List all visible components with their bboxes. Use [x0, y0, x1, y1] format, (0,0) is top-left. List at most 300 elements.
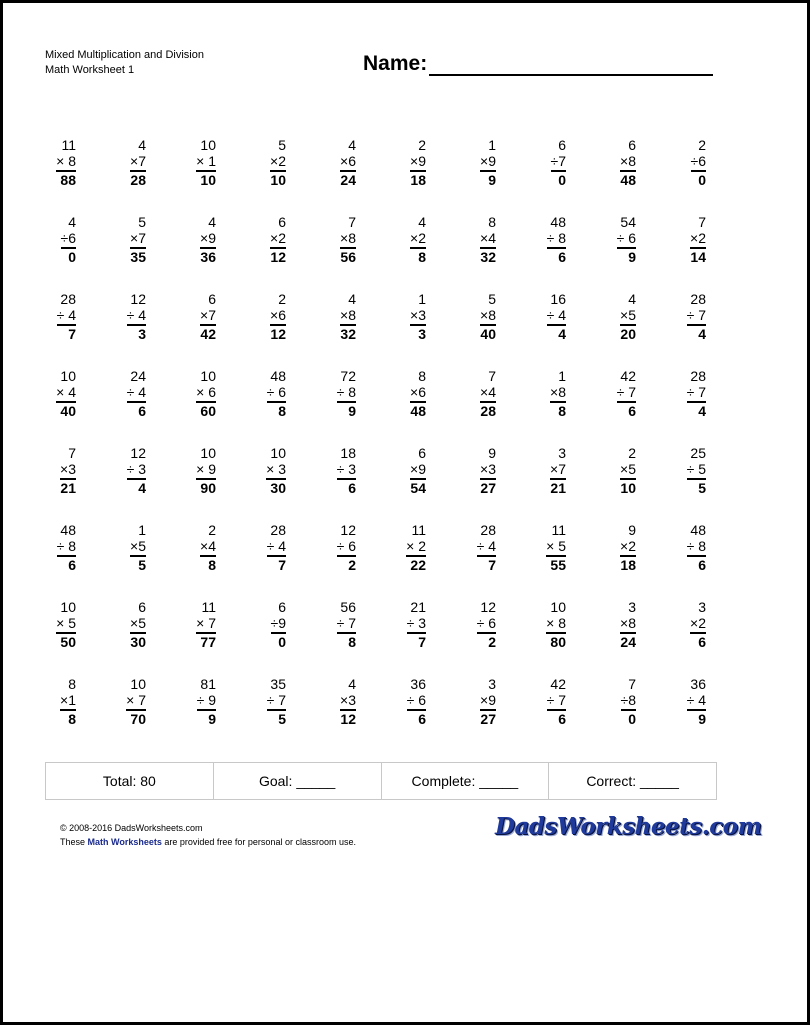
- problem-top-number: 5: [278, 137, 286, 153]
- problem-operator-line: × 8: [56, 153, 76, 172]
- problem-operator-line: ×4: [480, 384, 496, 403]
- problem-stack: [340, 676, 356, 728]
- problem: [316, 137, 386, 214]
- problem-answer: 4: [698, 403, 706, 419]
- problem-stack: [127, 291, 146, 343]
- problem-stack: [267, 676, 286, 728]
- problem-answer: 6: [418, 711, 426, 727]
- problem: [456, 214, 526, 291]
- problem-stack: [547, 214, 566, 266]
- problem-top-number: 28: [690, 291, 706, 307]
- problem-top-number: 25: [690, 445, 706, 461]
- score-table: [45, 762, 717, 800]
- problem-operator-line: ×4: [200, 538, 216, 557]
- problem-stack: [480, 445, 496, 497]
- problem-top-number: 35: [270, 676, 286, 692]
- problem: [526, 445, 596, 522]
- problem-operator-line: ×2: [620, 538, 636, 557]
- problem-stack: [270, 291, 286, 343]
- problem-operator-line: × 7: [126, 692, 146, 711]
- problem-answer: 30: [130, 634, 146, 650]
- problem-top-number: 7: [628, 676, 636, 692]
- usage-note: [60, 835, 356, 849]
- problem-answer: 12: [270, 249, 286, 265]
- problem-operator-line: ÷ 4: [687, 692, 706, 711]
- problem: [456, 368, 526, 445]
- problem: [36, 676, 106, 753]
- problem-top-number: 8: [68, 676, 76, 692]
- problem-answer: 40: [60, 403, 76, 419]
- problem-top-number: 6: [558, 137, 566, 153]
- problem-answer: 0: [628, 711, 636, 727]
- problem-top-number: 2: [208, 522, 216, 538]
- problem-operator-line: ÷ 8: [57, 538, 76, 557]
- problem: [176, 445, 246, 522]
- problem-answer: 7: [68, 326, 76, 342]
- problem: [526, 522, 596, 599]
- problem: [106, 137, 176, 214]
- problem: [386, 214, 456, 291]
- problem-top-number: 54: [620, 214, 636, 230]
- problem-answer: 5: [698, 480, 706, 496]
- problem-stack: [340, 214, 356, 266]
- problem-stack: [547, 676, 566, 728]
- problem-stack: [57, 522, 76, 574]
- problem-stack: [130, 599, 146, 651]
- problem-stack: [406, 522, 426, 574]
- problem-top-number: 10: [550, 599, 566, 615]
- problem-stack: [200, 522, 216, 574]
- problem-answer: 42: [200, 326, 216, 342]
- problem: [36, 368, 106, 445]
- problem-operator-line: × 5: [546, 538, 566, 557]
- problem-top-number: 48: [550, 214, 566, 230]
- problem-top-number: 2: [278, 291, 286, 307]
- problem-operator-line: ×8: [480, 307, 496, 326]
- problem-answer: 48: [410, 403, 426, 419]
- problem-stack: [480, 676, 496, 728]
- problem-answer: 88: [60, 172, 76, 188]
- problem-answer: 6: [558, 711, 566, 727]
- problem-operator-line: ×5: [620, 307, 636, 326]
- problem: [386, 291, 456, 368]
- score-goal: Goal: _____: [214, 763, 382, 799]
- problem-operator-line: ×9: [480, 153, 496, 172]
- problem: [106, 676, 176, 753]
- problem-stack: [480, 214, 496, 266]
- problem-operator-line: ÷ 9: [197, 692, 216, 711]
- problem-operator-line: ÷ 6: [617, 230, 636, 249]
- problem-top-number: 1: [138, 522, 146, 538]
- problem-answer: 8: [208, 557, 216, 573]
- problem-operator-line: ×8: [550, 384, 566, 403]
- problem-answer: 4: [558, 326, 566, 342]
- problem-top-number: 42: [550, 676, 566, 692]
- problem-operator-line: ÷ 3: [127, 461, 146, 480]
- problem-answer: 8: [348, 634, 356, 650]
- problem-stack: [196, 599, 216, 651]
- problem-operator-line: ÷ 7: [617, 384, 636, 403]
- problem-stack: [56, 368, 76, 420]
- problem-top-number: 2: [698, 137, 706, 153]
- problem: [456, 445, 526, 522]
- problem-operator-line: ×4: [480, 230, 496, 249]
- problem-stack: [196, 137, 216, 189]
- problem-stack: [407, 599, 426, 651]
- problem: [316, 368, 386, 445]
- problem-top-number: 8: [488, 214, 496, 230]
- problem: [36, 214, 106, 291]
- problem: [106, 368, 176, 445]
- problem-operator-line: ÷6: [691, 153, 706, 172]
- problem-stack: [410, 445, 426, 497]
- problem-stack: [127, 368, 146, 420]
- problem-stack: [200, 214, 216, 266]
- problem: [596, 522, 666, 599]
- problem-answer: 77: [200, 634, 216, 650]
- problem: [666, 445, 736, 522]
- problem-top-number: 10: [130, 676, 146, 692]
- problem-top-number: 11: [201, 599, 216, 615]
- problem-stack: [617, 214, 636, 266]
- problem-top-number: 6: [418, 445, 426, 461]
- problem-operator-line: ÷ 8: [687, 538, 706, 557]
- problem: [106, 599, 176, 676]
- problem-top-number: 28: [480, 522, 496, 538]
- problem-answer: 21: [550, 480, 566, 496]
- problem-answer: 14: [690, 249, 706, 265]
- problem: [246, 676, 316, 753]
- problem-operator-line: × 5: [56, 615, 76, 634]
- problem: [176, 676, 246, 753]
- problem-answer: 18: [620, 557, 636, 573]
- problem-top-number: 9: [628, 522, 636, 538]
- name-blank-line: [429, 52, 713, 76]
- problem-stack: [57, 291, 76, 343]
- problem-answer: 50: [60, 634, 76, 650]
- problem: [246, 599, 316, 676]
- problem-answer: 7: [278, 557, 286, 573]
- problem-top-number: 21: [410, 599, 426, 615]
- problem-stack: [620, 599, 636, 651]
- problem-answer: 20: [620, 326, 636, 342]
- problem-operator-line: ×7: [200, 307, 216, 326]
- problem-answer: 80: [550, 634, 566, 650]
- problem-top-number: 1: [418, 291, 426, 307]
- problem-answer: 6: [628, 403, 636, 419]
- problem-top-number: 3: [698, 599, 706, 615]
- problem-stack: [477, 599, 496, 651]
- problem: [596, 291, 666, 368]
- problem-stack: [547, 291, 566, 343]
- name-field: [363, 52, 713, 76]
- problem-top-number: 10: [60, 599, 76, 615]
- usage-suffix: are provided free for personal or classroom use.: [161, 837, 356, 847]
- problem-top-number: 28: [60, 291, 76, 307]
- problem-top-number: 12: [130, 291, 146, 307]
- problem-operator-line: ÷ 4: [57, 307, 76, 326]
- problem-answer: 24: [620, 634, 636, 650]
- problem: [176, 599, 246, 676]
- problem-answer: 9: [348, 403, 356, 419]
- problem-operator-line: ÷ 7: [687, 307, 706, 326]
- problem-operator-line: ÷ 3: [407, 615, 426, 634]
- problem-answer: 28: [130, 172, 146, 188]
- problem-answer: 6: [698, 634, 706, 650]
- problem-operator-line: × 2: [406, 538, 426, 557]
- problem-top-number: 10: [200, 368, 216, 384]
- problem-answer: 8: [68, 711, 76, 727]
- problem-operator-line: × 9: [196, 461, 216, 480]
- problem-top-number: 10: [200, 445, 216, 461]
- problem-top-number: 48: [690, 522, 706, 538]
- problem-stack: [196, 368, 216, 420]
- problem: [596, 676, 666, 753]
- problem-operator-line: ×7: [550, 461, 566, 480]
- problem: [666, 214, 736, 291]
- problem-stack: [621, 676, 636, 728]
- problem-operator-line: ×7: [130, 153, 146, 172]
- problem-stack: [691, 137, 706, 189]
- problem-stack: [620, 445, 636, 497]
- problem-top-number: 5: [488, 291, 496, 307]
- problem-answer: 8: [278, 403, 286, 419]
- problem-operator-line: × 8: [546, 615, 566, 634]
- problem-stack: [410, 137, 426, 189]
- problem-stack: [60, 676, 76, 728]
- problem-operator-line: × 7: [196, 615, 216, 634]
- problem-operator-line: ×7: [130, 230, 146, 249]
- problem-operator-line: ×6: [270, 307, 286, 326]
- problem-top-number: 7: [698, 214, 706, 230]
- problem-top-number: 28: [270, 522, 286, 538]
- problem-top-number: 3: [558, 445, 566, 461]
- problem-stack: [196, 445, 216, 497]
- problem: [386, 445, 456, 522]
- problem: [456, 137, 526, 214]
- problem-answer: 10: [200, 172, 216, 188]
- footer: [60, 821, 356, 849]
- problem-operator-line: ×6: [340, 153, 356, 172]
- problem-stack: [130, 137, 146, 189]
- problem-answer: 3: [138, 326, 146, 342]
- problem-answer: 32: [340, 326, 356, 342]
- problem-answer: 6: [138, 403, 146, 419]
- problem-answer: 24: [340, 172, 356, 188]
- problem-operator-line: ×2: [690, 230, 706, 249]
- problem-top-number: 16: [550, 291, 566, 307]
- problem: [666, 522, 736, 599]
- problem: [316, 599, 386, 676]
- problem-operator-line: ÷ 4: [127, 307, 146, 326]
- problem-stack: [270, 214, 286, 266]
- problem-top-number: 72: [340, 368, 356, 384]
- problem-stack: [337, 522, 356, 574]
- problem-stack: [550, 368, 566, 420]
- problem-top-number: 36: [690, 676, 706, 692]
- problem: [526, 676, 596, 753]
- problem-stack: [546, 522, 566, 574]
- problem-operator-line: ÷ 6: [337, 538, 356, 557]
- problem-top-number: 12: [480, 599, 496, 615]
- problem-stack: [271, 599, 286, 651]
- problem-answer: 4: [138, 480, 146, 496]
- problem-stack: [687, 445, 706, 497]
- problem: [176, 291, 246, 368]
- problem-answer: 32: [480, 249, 496, 265]
- problem-answer: 5: [138, 557, 146, 573]
- problem-operator-line: ×8: [620, 615, 636, 634]
- problem-answer: 6: [558, 249, 566, 265]
- problem-operator-line: ×2: [410, 230, 426, 249]
- problem-operator-line: ÷ 7: [267, 692, 286, 711]
- problem: [526, 137, 596, 214]
- problem-stack: [197, 676, 216, 728]
- problem-operator-line: × 3: [266, 461, 286, 480]
- problem: [316, 445, 386, 522]
- problem-operator-line: ÷ 4: [547, 307, 566, 326]
- problem-operator-line: ×5: [620, 461, 636, 480]
- problem-top-number: 42: [620, 368, 636, 384]
- problem: [36, 291, 106, 368]
- problem-top-number: 11: [551, 522, 566, 538]
- problem-answer: 30: [270, 480, 286, 496]
- problem-stack: [546, 599, 566, 651]
- problem-top-number: 10: [60, 368, 76, 384]
- problem: [666, 368, 736, 445]
- problem: [176, 368, 246, 445]
- problem-operator-line: × 6: [196, 384, 216, 403]
- problem-stack: [480, 291, 496, 343]
- problem-operator-line: × 4: [56, 384, 76, 403]
- problem: [246, 522, 316, 599]
- problem-answer: 8: [558, 403, 566, 419]
- problem-operator-line: ÷6: [61, 230, 76, 249]
- problem-top-number: 2: [628, 445, 636, 461]
- problem-top-number: 1: [558, 368, 566, 384]
- problem-operator-line: ÷ 8: [547, 230, 566, 249]
- problem: [246, 368, 316, 445]
- problem: [386, 599, 456, 676]
- problem: [526, 368, 596, 445]
- problem: [456, 291, 526, 368]
- problem-operator-line: ×2: [270, 153, 286, 172]
- problem-operator-line: ÷ 6: [407, 692, 426, 711]
- math-worksheets-link[interactable]: Math Worksheets: [87, 837, 162, 847]
- problem-stack: [687, 368, 706, 420]
- problem-top-number: 28: [690, 368, 706, 384]
- problem-operator-line: ×9: [410, 461, 426, 480]
- problem-operator-line: ×2: [690, 615, 706, 634]
- problem-answer: 8: [418, 249, 426, 265]
- problem-answer: 18: [410, 172, 426, 188]
- problem: [596, 368, 666, 445]
- problem-top-number: 48: [270, 368, 286, 384]
- problem-top-number: 36: [410, 676, 426, 692]
- problem: [106, 214, 176, 291]
- problem-operator-line: ÷ 7: [337, 615, 356, 634]
- problem-answer: 40: [480, 326, 496, 342]
- problem: [666, 291, 736, 368]
- problem-stack: [550, 445, 566, 497]
- problem-top-number: 4: [208, 214, 216, 230]
- problem: [386, 368, 456, 445]
- problem: [386, 522, 456, 599]
- problem-answer: 36: [200, 249, 216, 265]
- problem-answer: 6: [698, 557, 706, 573]
- problem-answer: 0: [278, 634, 286, 650]
- problem: [36, 445, 106, 522]
- problem-stack: [620, 291, 636, 343]
- problem-answer: 3: [418, 326, 426, 342]
- problem-stack: [480, 368, 496, 420]
- problem-answer: 9: [628, 249, 636, 265]
- problem: [666, 599, 736, 676]
- problem-top-number: 4: [68, 214, 76, 230]
- problem: [666, 676, 736, 753]
- problem-operator-line: ×6: [410, 384, 426, 403]
- problem-answer: 60: [200, 403, 216, 419]
- problem-top-number: 24: [130, 368, 146, 384]
- problem-top-number: 18: [340, 445, 356, 461]
- problem: [596, 137, 666, 214]
- problem-stack: [130, 522, 146, 574]
- score-correct: Correct: _____: [586, 773, 679, 789]
- problem: [176, 522, 246, 599]
- problem-stack: [410, 368, 426, 420]
- name-label: Name:: [363, 52, 428, 75]
- problem: [316, 214, 386, 291]
- problem-answer: 54: [410, 480, 426, 496]
- problem-operator-line: × 1: [196, 153, 216, 172]
- problem-top-number: 3: [488, 676, 496, 692]
- problem-operator-line: ×9: [200, 230, 216, 249]
- problem-stack: [340, 291, 356, 343]
- problem-answer: 56: [340, 249, 356, 265]
- problem: [666, 137, 736, 214]
- problem-operator-line: ×9: [410, 153, 426, 172]
- problem-operator-line: ÷ 6: [267, 384, 286, 403]
- problem-answer: 12: [340, 711, 356, 727]
- problem-answer: 6: [68, 557, 76, 573]
- problem-stack: [410, 291, 426, 343]
- problem-top-number: 4: [628, 291, 636, 307]
- problem-stack: [690, 214, 706, 266]
- problem: [316, 522, 386, 599]
- problem-stack: [620, 137, 636, 189]
- problem-top-number: 8: [418, 368, 426, 384]
- problem-answer: 6: [348, 480, 356, 496]
- problem-operator-line: ×8: [620, 153, 636, 172]
- problem-answer: 0: [698, 172, 706, 188]
- problem: [386, 676, 456, 753]
- problem-top-number: 4: [348, 291, 356, 307]
- problem-top-number: 3: [628, 599, 636, 615]
- problem-stack: [130, 214, 146, 266]
- problem-operator-line: ÷9: [271, 615, 286, 634]
- problem-answer: 0: [558, 172, 566, 188]
- problem-operator-line: ÷ 6: [477, 615, 496, 634]
- problem-stack: [126, 676, 146, 728]
- dadsworksheets-logo: DadsWorksheets.com: [495, 813, 762, 840]
- problem-stack: [337, 599, 356, 651]
- problem: [246, 137, 316, 214]
- problem-stack: [477, 522, 496, 574]
- problem-answer: 12: [270, 326, 286, 342]
- problem-top-number: 1: [488, 137, 496, 153]
- problem-answer: 5: [278, 711, 286, 727]
- problem-stack: [687, 522, 706, 574]
